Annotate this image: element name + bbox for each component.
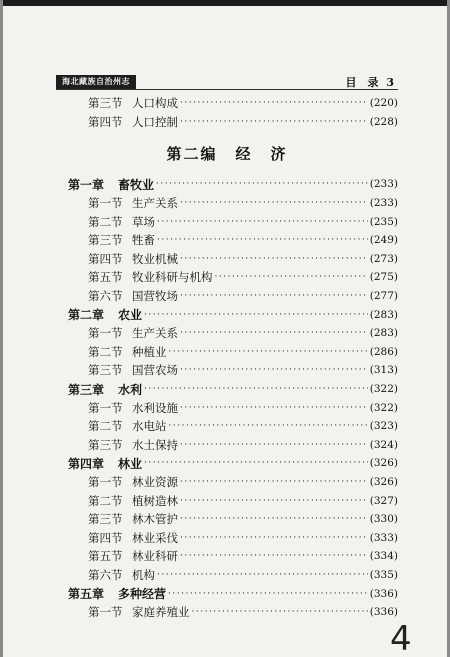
page-top-edge <box>0 0 450 6</box>
section-label: 目 录 <box>345 76 379 89</box>
toc-entry-page: (327) <box>369 494 398 507</box>
toc-section-row <box>56 113 398 132</box>
toc-leader-dots <box>180 551 368 561</box>
toc-leader-dots <box>180 117 368 127</box>
table-of-contents <box>56 94 398 621</box>
toc-leader-dots <box>169 347 368 357</box>
toc-leader-dots <box>144 384 368 394</box>
toc-leader-dots <box>180 198 368 208</box>
toc-entry-page: (326) <box>369 457 398 470</box>
toc-entry-page: (235) <box>369 215 398 228</box>
toc-section-row <box>56 528 398 547</box>
part-title-char-2: 济 <box>270 144 288 163</box>
toc-section-row <box>56 324 398 343</box>
toc-section-row <box>56 231 398 250</box>
toc-leader-dots <box>180 477 368 487</box>
running-header <box>342 74 395 90</box>
toc-entry-title: 国营农场 <box>132 363 178 378</box>
toc-leader-dots <box>168 589 368 599</box>
toc-section-row <box>56 268 398 287</box>
toc-leader-dots <box>180 533 368 543</box>
toc-leader-dots <box>180 496 368 506</box>
toc-entry-page: (336) <box>369 606 398 619</box>
handwritten-digit: 4 <box>390 619 412 656</box>
toc-entry-page: (283) <box>369 308 398 321</box>
toc-entry-page: (233) <box>369 178 398 191</box>
toc-entry-page: (324) <box>369 438 398 451</box>
toc-leader-dots <box>180 514 368 524</box>
toc-entry-number: 第三节 <box>88 363 123 378</box>
toc-entry-number: 第四节 <box>88 530 123 545</box>
toc-entry-number: 第一节 <box>88 400 123 415</box>
toc-entry-title: 生产关系 <box>132 326 178 341</box>
toc-entry-title: 家庭养殖业 <box>132 605 190 620</box>
toc-leader-dots <box>144 310 368 320</box>
toc-entry-page: (283) <box>369 327 398 340</box>
toc-entry-number: 第一节 <box>88 474 123 489</box>
toc-entry-page: (220) <box>369 97 398 110</box>
toc-chapter-row <box>56 454 398 473</box>
toc-entry-number: 第五节 <box>88 270 123 285</box>
toc-section-row <box>56 510 398 529</box>
toc-entry-number: 第一节 <box>88 196 123 211</box>
toc-entry-page: (333) <box>369 531 398 544</box>
toc-entry-page: (273) <box>369 252 398 265</box>
toc-section-row <box>56 194 398 213</box>
toc-entry-title: 牧业机械 <box>132 251 178 266</box>
toc-entry-title: 农业 <box>118 308 143 323</box>
toc-entry-page: (275) <box>369 271 398 284</box>
toc-leader-dots <box>192 607 368 617</box>
toc-leader-dots <box>180 328 368 338</box>
page-left-edge <box>0 0 3 657</box>
toc-entry-page: (233) <box>369 197 398 210</box>
toc-leader-dots <box>180 254 368 264</box>
toc-entry-title: 人口构成 <box>132 96 178 111</box>
toc-entry-number: 第一节 <box>88 605 123 620</box>
toc-section-row <box>56 566 398 585</box>
toc-chapter-row <box>56 175 398 194</box>
toc-entry-number: 第三节 <box>88 233 123 248</box>
toc-entry-number: 第五节 <box>88 549 123 564</box>
toc-list-part2 <box>56 175 398 621</box>
toc-entry-page: (313) <box>369 364 398 377</box>
book-title-band: 海北藏族自治州志 <box>56 75 136 89</box>
toc-entry-title: 水利 <box>118 382 143 397</box>
toc-section-row <box>56 94 398 113</box>
toc-section-row <box>56 603 398 622</box>
toc-section-row <box>56 417 398 436</box>
toc-entry-title: 水电站 <box>132 419 167 434</box>
toc-entry-title: 多种经营 <box>118 587 167 602</box>
toc-entry-number: 第三节 <box>88 437 123 452</box>
toc-leader-dots <box>157 235 368 245</box>
toc-entry-title: 种植业 <box>132 344 167 359</box>
toc-entry-page: (322) <box>369 401 398 414</box>
toc-leader-dots <box>215 272 368 282</box>
toc-entry-title: 人口控制 <box>132 114 178 129</box>
toc-entry-title: 水利设施 <box>132 400 178 415</box>
toc-entry-title: 林木管护 <box>132 512 178 527</box>
toc-entry-number: 第四章 <box>68 456 105 471</box>
toc-chapter-row <box>56 380 398 399</box>
toc-entry-page: (286) <box>369 345 398 358</box>
toc-entry-number: 第二节 <box>88 419 123 434</box>
toc-section-row <box>56 473 398 492</box>
toc-entry-number: 第二章 <box>68 308 105 323</box>
toc-entry-title: 水土保持 <box>132 437 178 452</box>
page-number: 3 <box>386 76 394 89</box>
toc-entry-number: 第二节 <box>88 214 123 229</box>
toc-entry-number: 第一章 <box>68 177 105 192</box>
toc-leader-dots <box>156 179 368 189</box>
toc-entry-title: 林业采伐 <box>132 530 178 545</box>
toc-entry-title: 林业科研 <box>132 549 178 564</box>
toc-entry-page: (330) <box>369 513 398 526</box>
toc-entry-page: (334) <box>369 550 398 563</box>
handwritten-page-mark <box>388 616 418 656</box>
toc-entry-title: 林业 <box>118 456 143 471</box>
toc-entry-number: 第四节 <box>88 251 123 266</box>
toc-entry-page: (228) <box>369 115 398 128</box>
toc-entry-page: (249) <box>369 234 398 247</box>
toc-entry-page: (336) <box>369 587 398 600</box>
toc-leader-dots <box>180 365 368 375</box>
toc-section-row <box>56 491 398 510</box>
toc-entry-number: 第一节 <box>88 326 123 341</box>
toc-entry-title: 畜牧业 <box>118 177 155 192</box>
toc-entry-number: 第二节 <box>88 493 123 508</box>
toc-entry-title: 牲畜 <box>132 233 155 248</box>
toc-entry-number: 第三节 <box>88 96 123 111</box>
toc-entry-title: 生产关系 <box>132 196 178 211</box>
toc-entry-title: 牧业科研与机构 <box>132 270 213 285</box>
toc-leader-dots <box>157 217 368 227</box>
part-heading <box>56 131 398 175</box>
toc-entry-number: 第六节 <box>88 567 123 582</box>
toc-entry-page: (323) <box>369 420 398 433</box>
toc-leader-dots <box>180 291 368 301</box>
toc-section-row <box>56 547 398 566</box>
toc-section-row <box>56 361 398 380</box>
toc-entry-number: 第三章 <box>68 382 105 397</box>
toc-list-part1 <box>56 94 398 131</box>
toc-leader-dots <box>144 458 368 468</box>
toc-leader-dots <box>157 570 368 580</box>
toc-entry-title: 林业资源 <box>132 474 178 489</box>
toc-section-row <box>56 343 398 362</box>
part-title-char-1: 经 <box>235 144 253 163</box>
toc-section-row <box>56 436 398 455</box>
toc-entry-page: (322) <box>369 383 398 396</box>
toc-section-row <box>56 287 398 306</box>
toc-entry-number: 第四节 <box>88 114 123 129</box>
toc-entry-title: 草场 <box>132 214 155 229</box>
toc-entry-page: (335) <box>369 568 398 581</box>
toc-entry-page: (326) <box>369 475 398 488</box>
toc-section-row <box>56 212 398 231</box>
toc-entry-title: 机构 <box>132 567 155 582</box>
toc-leader-dots <box>180 98 368 108</box>
toc-leader-dots <box>180 440 368 450</box>
toc-chapter-row <box>56 305 398 324</box>
toc-entry-title: 植树造林 <box>132 493 178 508</box>
toc-section-row <box>56 398 398 417</box>
toc-leader-dots <box>180 403 368 413</box>
toc-entry-number: 第六节 <box>88 289 123 304</box>
toc-entry-title: 国营牧场 <box>132 289 178 304</box>
toc-section-row <box>56 250 398 269</box>
toc-chapter-row <box>56 584 398 603</box>
toc-leader-dots <box>169 421 368 431</box>
toc-entry-page: (277) <box>369 290 398 303</box>
toc-entry-number: 第五章 <box>68 587 105 602</box>
part-label: 第二编 <box>166 144 218 163</box>
toc-entry-number: 第三节 <box>88 512 123 527</box>
toc-entry-number: 第二节 <box>88 344 123 359</box>
